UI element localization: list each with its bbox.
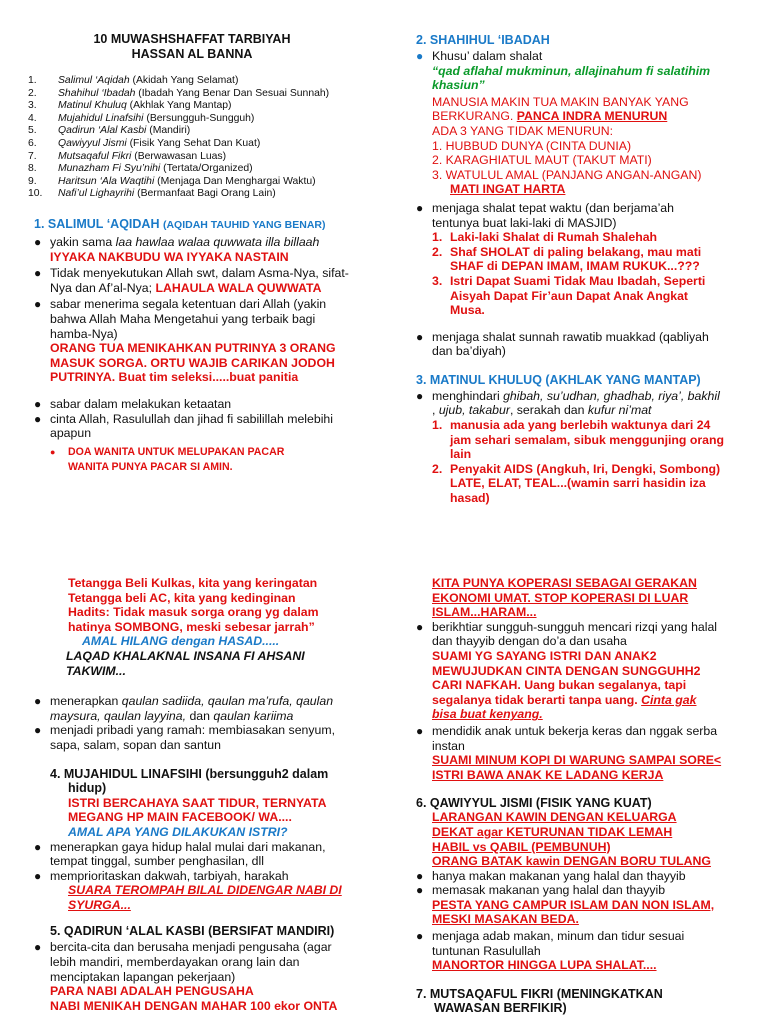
toc-term: Haritsun ‘Ala Waqtihi xyxy=(58,175,155,187)
section-3-heading: 3. MATINUL KHULUQ (AKHLAK YANG MANTAP) xyxy=(416,372,701,387)
toc-term: Mujahidul Linafsihi xyxy=(58,112,144,124)
note-red: ISTRI BERCAHAYA SAAT TIDUR, TERNYATA MEGANG HP MAIN FACEBOOK/ WA.... xyxy=(68,795,327,825)
toc-number: 1. xyxy=(28,75,37,86)
bullet-dot-icon: ● xyxy=(34,411,42,426)
toc-meaning: (Bermanfaat Bagi Orang Lain) xyxy=(134,188,276,200)
note-blue: AMAL APA YANG DILAKUKAN ISTRI? xyxy=(68,824,288,839)
note-red: SUARA TEROMPAH BILAL DIDENGAR NABI DI SYURGA... xyxy=(68,883,342,912)
note-black: LAQAD KHALAKNAL INSANA FI AHSANI TAKWIM... xyxy=(66,648,305,678)
section-1 xyxy=(34,217,384,231)
toc-meaning: (Akidah Yang Selamat) xyxy=(129,75,239,86)
bullet-dot-icon: ● xyxy=(416,883,424,898)
document-title: 10 MUWASHSHAFFAT TARBIYAH HASSAN AL BANNA xyxy=(93,32,291,61)
toc-term: Nafi’ul Lighayrihi xyxy=(58,188,135,200)
toc-number: 6. xyxy=(28,137,37,149)
toc-term: Matinul Khuluq xyxy=(58,100,127,112)
toc-number: 7. xyxy=(28,150,37,162)
bullet-dot-icon: ● xyxy=(34,723,42,738)
section-5-heading: 5. QADIRUN ‘ALAL KASBI (BERSIFAT MANDIRI) xyxy=(50,924,335,939)
bullet-dot-icon: ● xyxy=(34,297,42,312)
toc-number: 10. xyxy=(28,188,43,200)
bullet-dot-icon: ● xyxy=(416,929,424,944)
toc-item xyxy=(28,100,329,113)
note-red: KITA PUNYA KOPERASI SEBAGAI GERAKAN EKONOMI UMAT. STOP KOPERASI DI LUAR ISLAM...HARAM... xyxy=(432,576,697,620)
toc-number: 4. xyxy=(28,112,37,124)
numbered-red: 1. Laki-laki Shalat di Rumah Shalehah 2. Shaf SHOLAT di paling belakang, mau mati SHAF di DEPAN IMAM, IMAM RUKUK...??? 3. Istri Dapat Suami Tidak Mau Ibadah, Seperti Aisyah Dapat Fir’aun Dapat Anak Angkat Musa. xyxy=(432,230,706,318)
bullet-dot-icon: ● xyxy=(416,49,424,63)
toc-term: Qadirun ‘Alal Kasbi xyxy=(58,125,147,137)
toc-term: Munazham Fi Syu’nihi xyxy=(58,163,161,175)
note-red: MANORTOR HINGGA LUPA SHALAT.... xyxy=(432,958,657,973)
section-2-heading: 2. SHAHIHUL ‘IBADAH xyxy=(416,33,550,47)
numbered-red: 1. manusia ada yang berlebih waktunya dari 24 jam sehari semalam, sibuk menggunjing orang lain 2. Penyakit AIDS (Angkuh, Iri, Dengki, Sombong) LATE, ELAT, TEAL...(wamin sarri hasidin iza hasad) xyxy=(432,418,725,506)
section-2: 2. SHAHIHUL ‘IBADAH ● Khusu’ dalam shalat “qad aflahal mukminun, allajinahum fi salatihim khasiun” MANUSIA MAKIN TUA MAKIN BANYAK YANG BERKURANG. PANCA INDRA MENURUN ADA 3 YANG TIDAK MENURUN: 1. HUBBUD DUNYA (CINTA DUNIA) 2. KARAGHIATUL MAUT (TAKUT MATI) 3. WATULUL AMAL (PANJANG ANGAN-ANGAN) MATI INGAT HARTA ● menjaga shalat tepat waktu (dan berjama’ah tentunya buat laki-laki di MASJID) 1. Laki-laki Shalat di Rumah Shalehah 2. Shaf SHOLAT di paling belakang, mau mati SHAF di DEPAN IMAM, IMAM RUKUK...??? 3. Istri Dapat Suami Tidak Mau Ibadah, Seperti Aisyah Dapat Fir’aun Dapat Anak Angkat Musa. ● menjaga shalat sunnah rawatib muakkad (qabliyah dan ba’diyah) 3. MATINUL KHULUQ (AKHLAK YANG MANTAP) ● menghindari ghibah, su’udhan, ghadhab, riya’, bakhil , ujub, takabur, serakah dan kufur ni’mat 1. manusia ada yang berlebih waktunya dari 24 jam sehari semalam, sibuk menggunjing orang lain 2. Penyakit AIDS (Angkuh, Iri, Dengki, Sombong) LATE, ELAT, TEAL...(wamin sarri hasidin iza hasad) xyxy=(416,33,756,506)
toc-term: Qawiyyul Jismi xyxy=(58,137,127,149)
bullet-dot-icon: ● xyxy=(34,266,42,281)
note-red: SUAMI MINUM KOPI DI WARUNG SAMPAI SORE< ISTRI BAWA ANAK KE LADANG KERJA xyxy=(432,753,722,782)
bullet-dot-icon: ● xyxy=(416,619,424,634)
quote: “qad aflahal mukminun, allajinahum fi salatihim khasiun” xyxy=(432,63,711,93)
section-1-heading: 1. SALIMUL ‘AQIDAH (AQIDAH TAUHID YANG BENAR) xyxy=(34,217,326,231)
toc-item xyxy=(28,163,329,176)
toc-number: 8. xyxy=(28,163,37,175)
toc-item xyxy=(28,88,329,101)
bullet-dot-icon: ● xyxy=(34,868,42,883)
toc-meaning: (Tertata/Organized) xyxy=(160,163,253,175)
bullet-dot-icon: ● xyxy=(416,868,424,883)
bullet-dot-icon: ● xyxy=(416,388,424,403)
bullet-dot-icon: ● xyxy=(50,446,56,457)
toc-term: Mutsaqaful Fikri xyxy=(58,150,132,162)
section-6-heading: 6. QAWIYYUL JISMI (FISIK YANG KUAT) xyxy=(416,796,652,811)
toc-meaning: (Menjaga Dan Menghargai Waktu) xyxy=(154,175,316,187)
bullet-dot-icon: ● xyxy=(34,940,42,955)
section-4-heading: 4. MUJAHIDUL LINAFSIHI (bersungguh2 dalam hidup) xyxy=(50,766,329,796)
note-red: PARA NABI ADALAH PENGUSAHA NABI MENIKAH DENGAN MAHAR 100 ekor ONTA xyxy=(50,984,338,1013)
note-red: MANUSIA MAKIN TUA MAKIN BANYAK YANG BERKURANG. PANCA INDRA MENURUN ADA 3 YANG TIDAK MENURUN: 1. HUBBUD DUNYA (CINTA DUNIA) 2. KARAGHIATUL MAUT (TAKUT MATI) 3. WATULUL AMAL (PANJANG ANGAN-ANGAN) MATI INGAT HARTA xyxy=(432,94,702,197)
note-blue: AMAL HILANG dengan HASAD..... xyxy=(82,634,280,649)
toc-item xyxy=(28,176,329,189)
toc-item xyxy=(28,113,329,126)
toc-term: Shahihul ‘Ibadah xyxy=(58,87,136,99)
toc-meaning: (Akhlak Yang Mantap) xyxy=(126,100,232,112)
toc-meaning: (Mandiri) xyxy=(146,125,191,137)
note-red: LARANGAN KAWIN DENGAN KELUARGA DEKAT agar KETURUNAN TIDAK LEMAH HABIL vs QABIL (PEMBUNUH) ORANG BATAK kawin DENGAN BORU TULANG xyxy=(432,810,711,869)
toc-item xyxy=(28,151,329,164)
note-red: ORANG TUA MENIKAHKAN PUTRINYA 3 ORANG MASUK SORGA. ORTU WAJIB CARIKAN JODOH PUTRINYA. Buat tim seleksi.....buat panitia xyxy=(50,341,336,385)
lower-right: KITA PUNYA KOPERASI SEBAGAI GERAKAN EKONOMI UMAT. STOP KOPERASI DI LUAR ISLAM...HARAM... ● berikhtiar sungguh-sungguh mencari rizqi yang halal dan thayyib dengan do’a dan usaha SUAMI YG SAYANG ISTRI DAN ANAK2 MEWUJUDKAN CINTA DENGAN SUNGGUHH2 CARI NAFKAH. Uang bukan segalanya, tapi segalanya tidak berarti tanpa uang. Cinta gak bisa buat kenyang. ● mendidik anak untuk bekerja keras dan nggak serba instan SUAMI MINUM KOPI DI WARUNG SAMPAI SORE< ISTRI BAWA ANAK KE LADANG KERJA 6. QAWIYYUL JISMI (FISIK YANG KUAT) LARANGAN KAWIN DENGAN KELUARGA DEKAT agar KETURUNAN TIDAK LEMAH HABIL vs QABIL (PEMBUNUH) ORANG BATAK kawin DENGAN BORU TULANG ● hanya makan makanan yang halal dan thayyib ● memasak makanan yang halal dan thayyib PESTA YANG CAMPUR ISLAM DAN NON ISLAM, MESKI MASAKAN BEDA. ● menjaga adab makan, minum dan tidur sesuai tuntunan Rasulullah MANORTOR HINGGA LUPA SHALAT.... 7. MUTSAQAFUL FIKRI (MENINGKATKAN WAWASAN BERFIKIR) xyxy=(416,576,761,1016)
toc-meaning: (Berwawasan Luas) xyxy=(131,150,227,162)
bullet-dot-icon: ● xyxy=(34,235,42,249)
toc-meaning: (Bersungguh-Sungguh) xyxy=(143,112,255,124)
note-red: Tetangga Beli Kulkas, kita yang keringatan Tetangga beli AC, kita yang kedinginan Hadits: Tidak masuk sorga orang yg dalam hatinya SOMBONG, meski sebesar jarrah” xyxy=(68,576,319,634)
section-1-body: ● yakin sama laa hawlaa walaa quwwata illa billaah IYYAKA NAKBUDU WA IYYAKA NASTAIN ● Tidak menyekutukan Allah swt, dalam Asma-Nya, sifat- Nya dan Af’al-Nya; LAHAULA WALA QUWWATA ● sabar menerima segala ketentuan dari Allah (yakin bahwa Allah Maha Mengetahui yang terbaik bagi hamba-Nya) ORANG TUA MENIKAHKAN PUTRINYA 3 ORANG MASUK SORGA. ORTU WAJIB CARIKAN JODOH PUTRINYA. Buat tim seleksi.....buat panitia ● sabar dalam melakukan ketaatan ● cinta Allah, Rasulullah dan jihad fi sabilillah melebihi apapun ● DOA WANITA UNTUK MELUPAKAN PACAR WANITA PUNYA PACAR SI AMIN. xyxy=(34,235,389,475)
bullet-dot-icon: ● xyxy=(34,694,42,709)
toc-meaning: (Ibadah Yang Benar Dan Sesuai Sunnah) xyxy=(135,87,330,99)
toc-list xyxy=(28,75,329,201)
note-red: SUAMI YG SAYANG ISTRI DAN ANAK2 MEWUJUDKAN CINTA DENGAN SUNGGUHH2 CARI NAFKAH. Uang bukan segalanya, tapi segalanya tidak berarti tanpa uang. Cinta gak bisa buat kenyang. xyxy=(432,648,701,722)
bullet-dot-icon: ● xyxy=(34,839,42,854)
toc-item xyxy=(28,138,329,151)
bullet-dot-icon: ● xyxy=(416,723,424,738)
toc-number: 3. xyxy=(28,100,37,112)
note-red: PESTA YANG CAMPUR ISLAM DAN NON ISLAM, MESKI MASAKAN BEDA. xyxy=(432,897,715,927)
toc-number: 5. xyxy=(28,125,37,137)
toc-meaning: (Fisik Yang Sehat Dan Kuat) xyxy=(126,137,261,149)
doa-note: ● DOA WANITA UNTUK MELUPAKAN PACAR WANITA PUNYA PACAR SI AMIN. xyxy=(50,445,285,473)
toc-term: Salimul ‘Aqidah xyxy=(58,75,130,86)
toc-item xyxy=(28,75,329,88)
toc-item xyxy=(28,125,329,138)
toc-number: 2. xyxy=(28,87,37,99)
section-7-heading: 7. MUTSAQAFUL FIKRI (MENINGKATKAN WAWASAN BERFIKIR) xyxy=(416,986,663,1016)
bullet-dot-icon: ● xyxy=(34,396,42,411)
toc-number: 9. xyxy=(28,175,37,187)
bullet-dot-icon: ● xyxy=(416,329,424,344)
bullet-dot-icon: ● xyxy=(416,200,424,215)
toc-item xyxy=(28,188,329,201)
lower-left: Tetangga Beli Kulkas, kita yang keringatan Tetangga beli AC, kita yang kedinginan Hadits: Tidak masuk sorga orang yg dalam hatinya SOMBONG, meski sebesar jarrah” AMAL HILANG dengan HASAD..... LAQAD KHALAKNAL INSANA FI AHSANI TAKWIM... ● menerapkan qaulan sadiida, qaulan ma’rufa, qaulan maysura, qaulan layyina, dan qaulan kariima ● menjadi pribadi yang ramah: membiasakan senyum, sapa, salam, sopan dan santun 4. MUJAHIDUL LINAFSIHI (bersungguh2 dalam hidup) ISTRI BERCAHAYA SAAT TIDUR, TERNYATA MEGANG HP MAIN FACEBOOK/ WA.... AMAL APA YANG DILAKUKAN ISTRI? ● menerapkan gaya hidup halal mulai dari makanan, tempat tinggal, sumber penghasilan, dll ● memprioritaskan dakwah, tarbiyah, harakah SUARA TEROMPAH BILAL DIDENGAR NABI DI SYURGA... 5. QADIRUN ‘ALAL KASBI (BERSIFAT MANDIRI) ● bercita-cita dan berusaha menjadi pengusaha (agar lebih mandiri, memberdayakan orang lain dan menciptakan lapangan pekerjaan) PARA NABI ADALAH PENGUSAHA NABI MENIKAH DENGAN MAHAR 100 ekor ONTA xyxy=(34,576,389,1013)
